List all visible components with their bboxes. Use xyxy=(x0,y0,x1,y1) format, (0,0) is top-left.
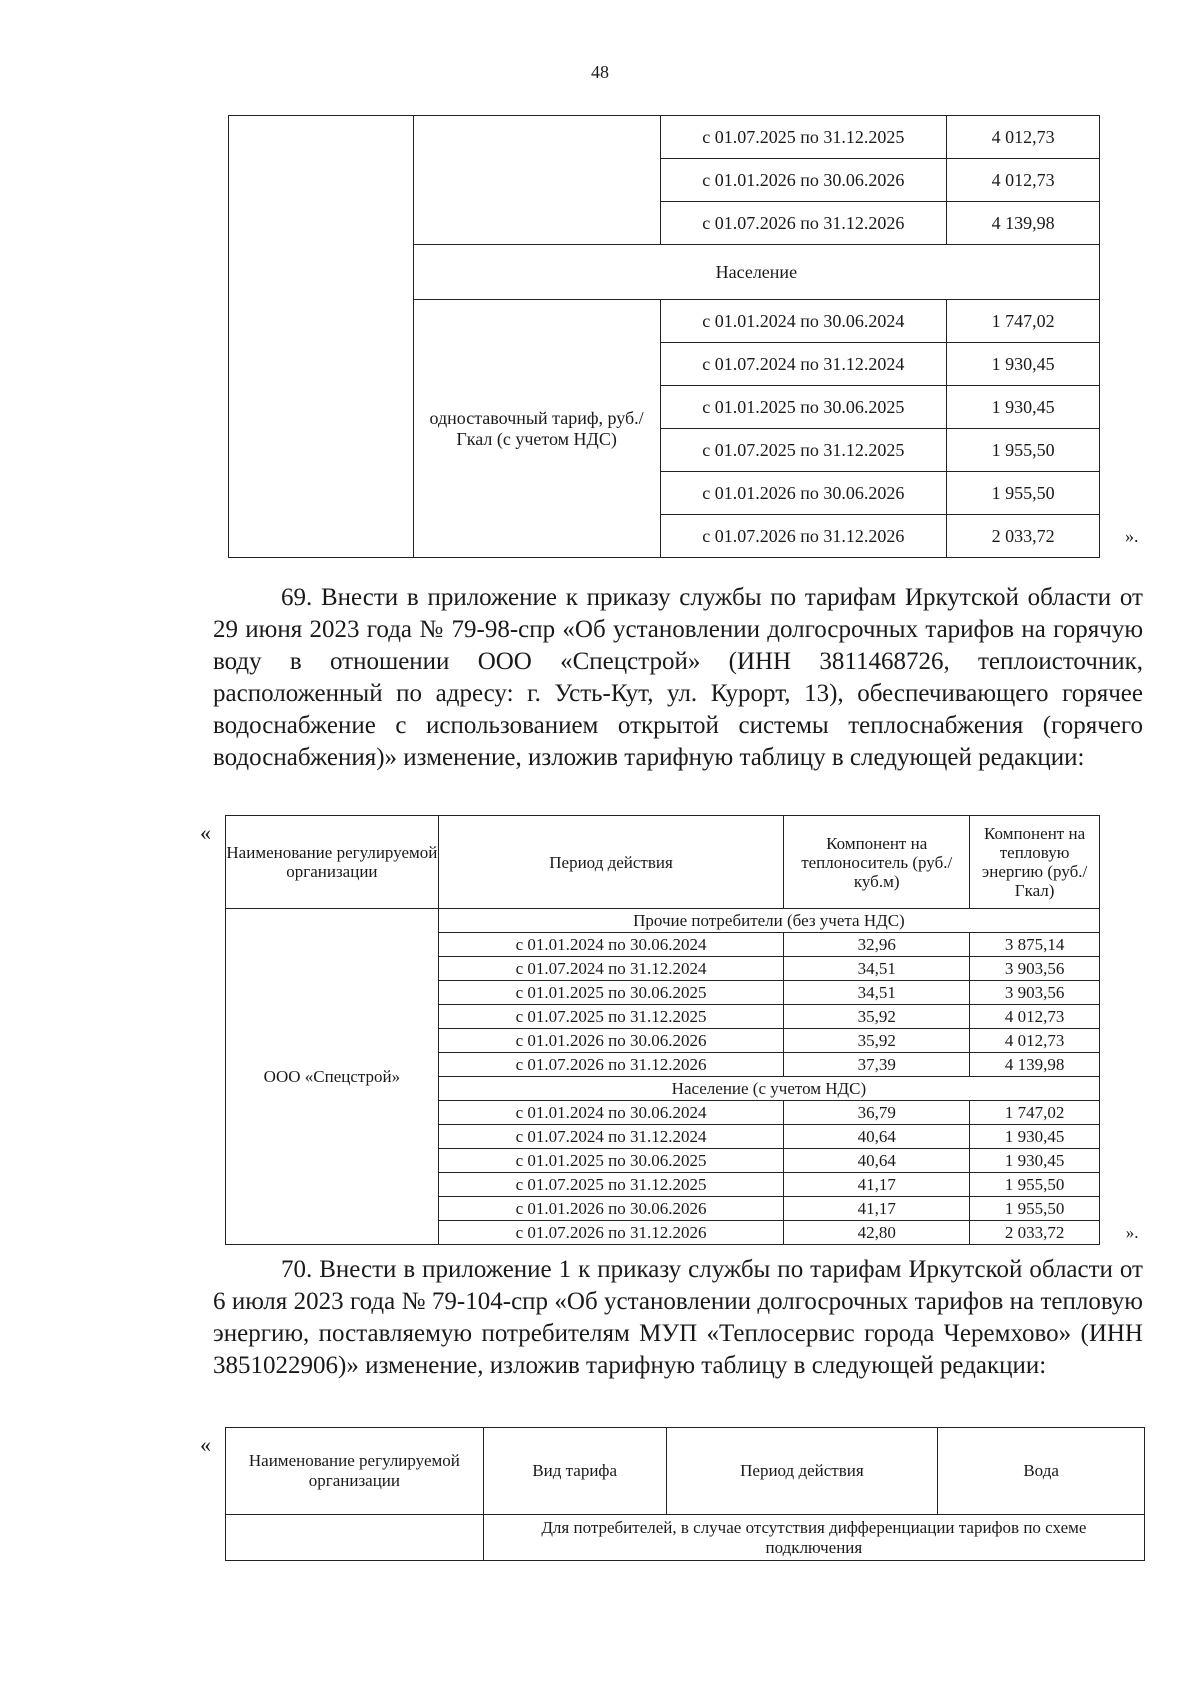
carrier-cell: 42,80 xyxy=(784,1221,970,1245)
opening-quote: « xyxy=(200,1432,211,1457)
period-cell: с 01.07.2024 по 31.12.2024 xyxy=(438,1125,783,1149)
period-cell: с 01.01.2026 по 30.06.2026 xyxy=(660,159,947,202)
period-cell: с 01.07.2026 по 31.12.2026 xyxy=(438,1221,783,1245)
energy-cell: 4 012,73 xyxy=(970,1005,1100,1029)
paragraph-70-text: 70. Внести в приложение 1 к приказу службы по тарифам Иркутской области от 6 июля 2023 года № 79-104-спр «Об установлении долгосрочных тарифов на тепловую энергию, поставляемую потребителям МУП «Теплосервис города Черемхово» (ИНН 3851022906)» изменение, изложив тарифную таблицу в следующей редакции: xyxy=(213,1256,1143,1379)
period-cell: с 01.07.2024 по 31.12.2024 xyxy=(660,343,947,386)
hot-water-tariff-table xyxy=(225,815,1145,1245)
energy-cell: 4 012,73 xyxy=(970,1029,1100,1053)
carrier-cell: 41,17 xyxy=(784,1197,970,1221)
header-period: Период действия xyxy=(438,816,783,909)
note-cell: Для потребителей, в случае отсутствия дифференциации тарифов по схеме подключения xyxy=(483,1515,1144,1561)
energy-cell: 1 930,45 xyxy=(970,1149,1100,1173)
value-cell: 4 012,73 xyxy=(947,116,1100,159)
period-cell: с 01.01.2024 по 30.06.2024 xyxy=(438,1101,783,1125)
heat-tariff-table xyxy=(225,1427,1145,1561)
closing-quote: ». xyxy=(1125,525,1139,546)
period-cell: с 01.01.2024 по 30.06.2024 xyxy=(438,933,783,957)
header-org: Наименование регулируемой организации xyxy=(226,816,439,909)
carrier-cell: 37,39 xyxy=(784,1053,970,1077)
carrier-cell: 32,96 xyxy=(784,933,970,957)
org-cell-empty xyxy=(229,116,414,558)
value-cell: 1 955,50 xyxy=(947,472,1100,515)
carrier-cell: 40,64 xyxy=(784,1125,970,1149)
energy-cell: 1 930,45 xyxy=(970,1125,1100,1149)
carrier-cell: 34,51 xyxy=(784,957,970,981)
energy-cell: 4 139,98 xyxy=(970,1053,1100,1077)
tariff-type-cell-empty xyxy=(413,116,660,245)
energy-cell: 1 955,50 xyxy=(970,1197,1100,1221)
carrier-cell: 34,51 xyxy=(784,981,970,1005)
header-org: Наименование регулируемой организации xyxy=(226,1428,484,1515)
paragraph-70 xyxy=(213,1254,1143,1382)
period-cell: с 01.07.2024 по 31.12.2024 xyxy=(438,957,783,981)
energy-cell: 3 875,14 xyxy=(970,933,1100,957)
period-cell: с 01.07.2025 по 31.12.2025 xyxy=(438,1173,783,1197)
energy-cell: 3 903,56 xyxy=(970,957,1100,981)
header-water: Вода xyxy=(938,1428,1145,1515)
page-number: 48 xyxy=(591,62,609,82)
period-cell: с 01.07.2025 по 31.12.2025 xyxy=(438,1005,783,1029)
period-cell: с 01.01.2025 по 30.06.2025 xyxy=(438,1149,783,1173)
group-other-consumers: Прочие потребители (без учета НДС) xyxy=(438,909,1099,933)
header-energy: Компонент на тепловую энергию (руб./Гкал) xyxy=(970,816,1100,909)
carrier-cell: 35,92 xyxy=(784,1005,970,1029)
period-cell: с 01.07.2026 по 31.12.2026 xyxy=(660,202,947,245)
paragraph-69-text: 69. Внести в приложение к приказу службы по тарифам Иркутской области от 29 июня 2023 года № 79-98-спр «Об установлении долгосрочных тарифов на горячую воду в отношении ООО «Спецстрой» (ИНН 3811468726, теплоисточник, расположенный по адресу: г. Усть-Кут, ул. Курорт, 13), обеспечивающего горячее водоснабжение с использованием открытой системы теплоснабжения (горячего водоснабжения)» изменение, изложив тарифную таблицу в следующей редакции: xyxy=(213,584,1143,771)
org-cell-empty xyxy=(226,1515,484,1561)
carrier-cell: 40,64 xyxy=(784,1149,970,1173)
header-tariff-type: Вид тарифа xyxy=(483,1428,666,1515)
group-population: Население (с учетом НДС) xyxy=(438,1077,1099,1101)
energy-cell: 1 955,50 xyxy=(970,1173,1100,1197)
value-cell: 1 930,45 xyxy=(947,343,1100,386)
period-cell: с 01.01.2025 по 30.06.2025 xyxy=(438,981,783,1005)
population-header: Население xyxy=(413,245,1099,300)
energy-cell: 3 903,56 xyxy=(970,981,1100,1005)
value-cell: 1 747,02 xyxy=(947,300,1100,343)
org-name-cell: ООО «Спецстрой» xyxy=(226,909,439,1245)
carrier-cell: 35,92 xyxy=(784,1029,970,1053)
value-cell: 4 012,73 xyxy=(947,159,1100,202)
opening-quote: « xyxy=(200,820,211,845)
period-cell: с 01.07.2025 по 31.12.2025 xyxy=(660,116,947,159)
value-cell: 2 033,72 xyxy=(947,515,1100,558)
period-cell: с 01.07.2026 по 31.12.2026 xyxy=(438,1053,783,1077)
carrier-cell: 36,79 xyxy=(784,1101,970,1125)
period-cell: с 01.01.2026 по 30.06.2026 xyxy=(438,1029,783,1053)
closing-quote: ». xyxy=(1125,1222,1139,1242)
period-cell: с 01.01.2026 по 30.06.2026 xyxy=(660,472,947,515)
carrier-cell: 41,17 xyxy=(784,1173,970,1197)
period-cell: с 01.07.2026 по 31.12.2026 xyxy=(660,515,947,558)
value-cell: 4 139,98 xyxy=(947,202,1100,245)
energy-cell: 2 033,72 xyxy=(970,1221,1100,1245)
value-cell: 1 930,45 xyxy=(947,386,1100,429)
tariff-type-cell: одноставочный тариф, руб./Гкал (с учетом НДС) xyxy=(413,300,660,558)
period-cell: с 01.01.2026 по 30.06.2026 xyxy=(438,1197,783,1221)
period-cell: с 01.01.2025 по 30.06.2025 xyxy=(660,386,947,429)
period-cell: с 01.01.2024 по 30.06.2024 xyxy=(660,300,947,343)
header-carrier: Компонент на теплоноситель (руб./куб.м) xyxy=(784,816,970,909)
value-cell: 1 955,50 xyxy=(947,429,1100,472)
period-cell: с 01.07.2025 по 31.12.2025 xyxy=(660,429,947,472)
energy-cell: 1 747,02 xyxy=(970,1101,1100,1125)
paragraph-69 xyxy=(213,582,1143,774)
tariff-table-continuation xyxy=(228,115,1145,558)
header-period: Период действия xyxy=(666,1428,938,1515)
